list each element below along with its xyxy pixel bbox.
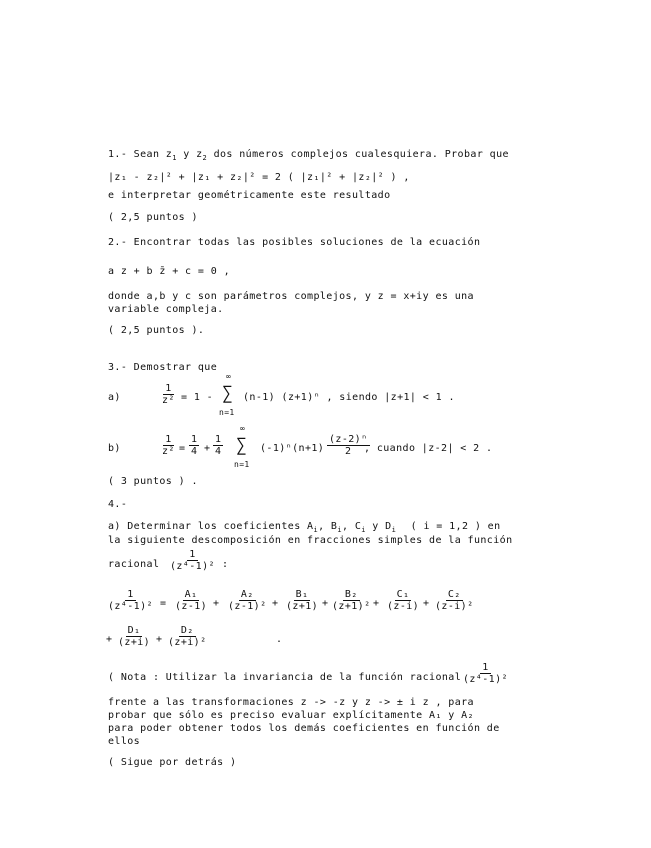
problem-3b-fraction-3: $\frac{1}{4}$	[215, 434, 222, 457]
note-line-4: para poder obtener todos los demás coeficientes en función de	[108, 723, 500, 734]
problem-4-rational-fraction: $\frac{1}{\text{(z⁴-1)²}}$	[170, 549, 215, 572]
problem-3a-label: a)	[108, 392, 121, 403]
problem-1-equation: |z₁ - z₂|² + |z₁ + z₂|² = 2 ( |z₁|² + |z₂|² ) ,	[108, 172, 410, 183]
problem-4-decomposition: la siguiente descomposición en fracciones simples de la función	[108, 535, 513, 546]
problem-3b-sum-icon: ∑	[236, 435, 248, 456]
problem-3a-eq: = 1 -	[181, 392, 214, 403]
problem-1-points: ( 2,5 puntos )	[108, 212, 198, 223]
note-line-2: frente a las transformaciones z -> -z y z -> ± i z , para	[108, 697, 474, 708]
problem-1-interpret: e interpretar geométricamente este resultado	[108, 190, 391, 201]
decomp-term-c1: $\frac{\text{C₁}}{(z-i)}$	[387, 589, 420, 612]
note-fraction: $\frac{1}{\text{(z⁴-1)²}}$	[463, 662, 508, 685]
problem-2-statement: 2.- Encontrar todas las posibles soluciones de la ecuación	[108, 237, 481, 248]
problem-3b-label: b)	[108, 443, 121, 454]
problem-1-text-c: dos números complejos cualesquiera. Probar que	[213, 149, 509, 160]
decomp-term-d2: $\frac{\text{D₂}}{\text{(z+i)²}}$	[168, 625, 207, 648]
problem-3a-sum-top: ∞	[226, 372, 232, 381]
note-line-5: ellos	[108, 736, 141, 747]
problem-4-racional: racional	[108, 559, 160, 570]
problem-2-variable: variable compleja.	[108, 304, 224, 315]
problem-3b-tail: , cuando |z-2| < 2 .	[364, 443, 493, 454]
problem-3b-eq: =	[179, 443, 186, 454]
problem-3a-fraction: $\frac{1}{\text{z²}}$	[162, 383, 175, 406]
decomp-plus-7: +	[156, 634, 163, 645]
decomp-plus-2: +	[272, 598, 279, 609]
problem-2-params: donde a,b y c son parámetros complejos, y z = x+iy es una	[108, 291, 474, 302]
decomp-plus-6: +	[106, 634, 113, 645]
problem-3b-fraction-1: $\frac{1}{\text{z²}}$	[162, 434, 175, 457]
decomp-term-a1: $\frac{\text{A₁}}{(z-1)}$	[175, 589, 208, 612]
problem-1-text-a: 1.- Sean z	[108, 149, 173, 160]
problem-4-colon: :	[222, 559, 229, 570]
decomp-term-d1: $\frac{\text{D₁}}{(z+i)}$	[118, 625, 151, 648]
problem-4-title: 4.-	[108, 499, 128, 510]
note-line-1: ( Nota : Utilizar la invariancia de la función racional	[108, 672, 462, 683]
problem-3b-sum-top: ∞	[240, 424, 246, 433]
note-line-3: probar que sólo es preciso evaluar explícitamente A₁ y A₂	[108, 710, 474, 721]
decomp-term-c2: $\frac{\text{C₂}}{\text{(z-i)²}}$	[435, 589, 474, 612]
problem-3a-sum-bot: n=1	[219, 408, 235, 417]
decomp-term-b1: $\frac{\text{B₁}}{(z+1)}$	[286, 589, 319, 612]
decomp-term-a2: $\frac{\text{A₂}}{\text{(z-1)²}}$	[228, 589, 267, 612]
problem-3b-sum-bot: n=1	[234, 460, 250, 469]
decomp-plus-1: +	[213, 598, 220, 609]
problem-3-points: ( 3 puntos ) .	[108, 476, 198, 487]
problem-2-points: ( 2,5 puntos ).	[108, 325, 205, 336]
decomp-lhs: $\frac{1}{\text{(z⁴-1)²}}$	[108, 589, 153, 612]
follow-note: ( Sigue por detrás )	[108, 757, 237, 768]
problem-1-statement: 1.- Sean $z_1$ y $z_2$ dos números complejos cualesquiera. Probar que	[108, 149, 509, 162]
problem-3a-term: (n-1) (z+1)ⁿ , siendo |z+1| < 1 .	[243, 392, 455, 403]
problem-2-equation: a z + b z̄ + c = 0 ,	[108, 266, 230, 277]
decomp-plus-4: +	[373, 598, 380, 609]
decomp-eq: =	[160, 598, 167, 609]
problem-3b-plus: +	[204, 443, 211, 454]
decomp-plus-3: +	[322, 598, 329, 609]
decomp-dot: .	[276, 634, 283, 645]
problem-1-text-b: y z	[183, 149, 203, 160]
problem-3a-sum-icon: ∑	[222, 383, 234, 404]
decomp-term-b2: $\frac{\text{B₂}}{\text{(z+1)²}}$	[332, 589, 371, 612]
problem-4-part-a: a) Determinar los coeficientes $A_i$, $B_i$, $C_i$ y $D_i$ ( i = 1,2 ) en	[108, 521, 501, 534]
problem-3b-fraction-4: $\frac{\text{(z-2)ⁿ}}{2}$	[329, 434, 368, 457]
problem-3-title: 3.- Demostrar que	[108, 362, 218, 373]
problem-3b-term: (-1)ⁿ(n+1)	[260, 443, 325, 454]
decomp-plus-5: +	[423, 598, 430, 609]
problem-3b-fraction-2: $\frac{1}{4}$	[191, 434, 198, 457]
